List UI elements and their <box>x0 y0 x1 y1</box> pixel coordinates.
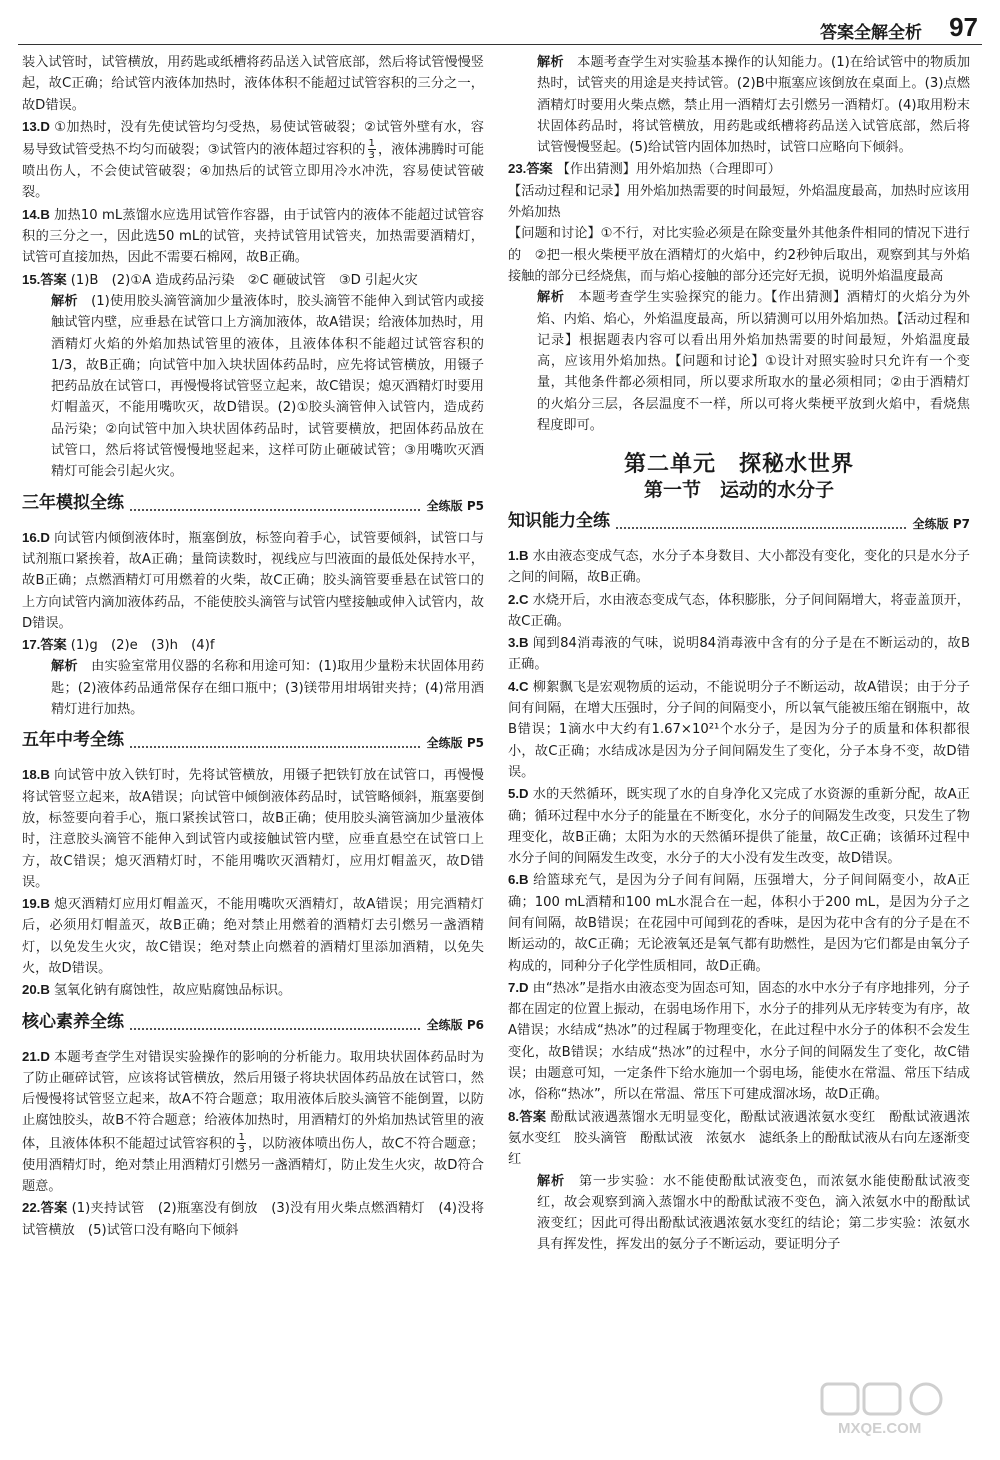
answer-number: 20.B <box>22 982 50 998</box>
answer-text: 由“热冰”是指水由液态变为固态可知，固态的水中水分子有序地排列，分子都在固定的位置上振动，在弱电场作用下，水分子的排列从无序转变为有序，故A错误；水结成“热冰”的过程属于物理变化，在此过程中水分子的体积不会发生变化，故B错误；水结成“热冰”的过程中，水分子间的间隔发生了变化，故C错误；由题意可知，一定条件下给水施加一个弱电场，能使水在常温、常压下结成冰，俗称“热冰”，所以在常温、常压下可建成溜冰场，故D正确。 <box>508 980 970 1103</box>
section-title: 核心素养全练 <box>22 1012 130 1032</box>
answer-20 <box>22 979 484 1001</box>
answer-number: 4.C <box>508 678 529 694</box>
answer-4 <box>508 676 970 783</box>
analysis-text: 本题考查学生实验探究的能力。【作出猜测】酒精灯的火焰分为外焰、内焰、焰心，外焰温度最高，所以猜测可以用外焰加热。【活动过程和记录】根据题表内容可以看出用外焰加热需要的时间最短，外焰温度最高，应该用外焰加热。【问题和讨论】①设计对照实验时只允许有一个变量，其他条件都必须相同，所以要求所取水的量必须相同；②由于酒精灯的火焰分三层，各层温度不一样，所以可将火柴梗平放到火焰中，看烧焦程度即可。 <box>537 290 971 434</box>
answer-16 <box>22 527 484 634</box>
answer-number: 5.D <box>508 786 529 802</box>
answer-number: 15.答案 <box>22 271 67 287</box>
answer-number: 18.B <box>22 767 50 783</box>
answer-number: 23.答案 <box>508 161 553 177</box>
fraction <box>368 138 376 161</box>
answer-number: 17.答案 <box>22 637 67 653</box>
watermark-shape <box>911 1384 941 1414</box>
analysis-8 <box>508 1171 970 1256</box>
answer-text: ，液体沸腾时可能喷出伤人，不会使试管破裂；④加热后的试管立即用冷水冲洗，容易使试管破裂。 <box>22 142 485 201</box>
section-ref: 全练版 P5 <box>421 496 484 517</box>
answer-number: 6.B <box>508 872 529 888</box>
header-divider <box>18 44 982 45</box>
fraction-denominator: 3 <box>368 150 375 162</box>
answer-1 <box>508 545 970 589</box>
answer-text: 氢氧化钠有腐蚀性，故应贴腐蚀品标识。 <box>53 983 292 999</box>
answer-15 <box>22 269 484 291</box>
watermark-shape <box>822 1384 858 1414</box>
answer-text: 本题考查学生对错误实验操作的影响的分析能力。取用块状固体药品时为了防止砸碎试管，应该将试管横放，然后用镊子将块状固体药品放在试管口，然后慢慢将试管竖立起来，故A不符合题意；取用液体后胶头滴管不能倒置，以防止腐蚀胶头，故B不符合题意；给液体加热时，用酒精灯的外焰加热试管里的液体，且液体体积不能超过试管容积的 <box>22 1049 484 1152</box>
analysis-label: 解析 <box>51 293 78 309</box>
analysis-15 <box>22 291 484 483</box>
answer-17 <box>22 634 484 656</box>
answer-text: 向试管内倾倒液体时，瓶塞倒放，标签向着手心，试管要倾斜，试管口与试剂瓶口紧挨着，故A正确；量筒读数时，视线应与凹液面的最低处保持水平，故B正确；点燃酒精灯可用燃着的火柴，故C正确；胶头滴管要垂悬在试管口的上方向试管内滴加液体药品，不能使胶头滴管与试管内壁接触或伸入试管内，故D错误。 <box>22 530 484 631</box>
analysis-17 <box>22 656 484 720</box>
analysis-text: 第一步实验：水不能使酚酞试液变色，而浓氨水能使酚酞试液变红，故会观察到滴入蒸馏水中的酚酞试液不变色，滴入浓氨水中的酚酞试液变红；因此可得出酚酞试液遇浓氨水变红的结论；第二步实验：浓氨水具有挥发性，挥发出的氨分子不断运动，要证明分子 <box>537 1173 971 1253</box>
section-ref: 全练版 P7 <box>907 514 970 535</box>
answer-21 <box>22 1046 484 1198</box>
answer-5 <box>508 783 970 869</box>
fraction-numerator: 1 <box>238 1131 245 1143</box>
answer-2 <box>508 589 970 633</box>
answer-text: 向试管中放入铁钉时，先将试管横放，用镊子把铁钉放在试管口，再慢慢将试管竖立起来，故A错误；向试管中倾倒液体药品时，试管略倾斜，瓶塞要倒放，标签要向着手心，瓶口紧挨试管口，故B正确；使用胶头滴管滴加少量液体时，注意胶头滴管不能伸入到试管内或接触试管内壁，应垂直悬空在试管口上方，故C错误；熄灭酒精灯时，不能用嘴吹灭酒精灯，应用灯帽盖灭，故D错误。 <box>22 768 484 890</box>
right-column <box>508 52 970 1256</box>
answer-number: 2.C <box>508 591 529 607</box>
answer-23-discuss: 【问题和讨论】①不行，对比实验必须是在除变量外其他条件相同的情况下进行的 ②把一根火柴梗平放在酒精灯的火焰中，约2秒钟后取出，观察到其与外焰接触的部分已经烧焦，而与焰心接触的部分还完好无损，说明外焰温度最高 <box>508 226 970 284</box>
answer-number: 22.答案 <box>22 1200 68 1216</box>
answer-text: (1)B (2)①A 造成药品污染 ②C 砸破试管 ③D 引起火灾 <box>70 272 418 288</box>
fraction-denominator: 3 <box>238 1143 245 1155</box>
lesson-title: 第一节 运动的水分子 <box>643 478 834 501</box>
analysis-text: 由实验室常用仪器的名称和用途可知：(1)取用少量粉末状固体用药匙；(2)液体药品通常保存在细口瓶中；(3)镁带用坩埚钳夹持；(4)常用酒精灯进行加热。 <box>51 659 485 718</box>
answer-text: 柳絮飘飞是宏观物质的运动，不能说明分子不断运动，故A错误；由于分子间有间隔，在增大压强时，分子间的间隔变小，所以氧气能被压缩在钢瓶中，故B错误；1滴水中大约有1.67×10²¹个水分子，是因为分子的质量和体积都很小，故C正确；水结成冰是因为分子间间隔发生了变化，分子本身不变，故D错误。 <box>508 679 970 780</box>
analysis-label: 解析 <box>537 55 564 70</box>
answer-13 <box>22 116 484 204</box>
analysis-label: 解析 <box>537 290 565 306</box>
analysis-text: 本题考查学生对实验基本操作的认知能力。(1)在给试管中的物质加热时，试管夹的用途是夹持试管。(2)B中瓶塞应该倒放在桌面上。(3)点燃酒精灯时要用火柴点燃，禁止用一酒精灯去引燃另一酒精灯。(4)取用粉末状固体药品时，将试管横放，用药匙或纸槽将药品送入试管底部，然后将试管慢慢竖起。(5)给试管内固体加热时，试管口应略向下倾斜。 <box>537 55 971 156</box>
section-title: 知识能力全练 <box>508 511 616 531</box>
analysis-label: 解析 <box>537 1173 566 1189</box>
answer-23-process: 【活动过程和记录】用外焰加热需要的时间最短，外焰温度最高，加热时应该用外焰加热 <box>508 183 970 221</box>
answer-text: 水烧开后，水由液态变成气态，体积膨胀，分子间间隔增大，将壶盖顶开，故C正确。 <box>508 592 970 629</box>
watermark-logo <box>818 1378 978 1438</box>
section-header-zhishi <box>508 511 970 539</box>
answer-3 <box>508 632 970 676</box>
analysis-label: 解析 <box>51 659 78 675</box>
answer-number: 1.B <box>508 547 529 563</box>
answer-number: 21.D <box>22 1048 50 1064</box>
answer-18 <box>22 764 484 893</box>
answer-number: 16.D <box>22 529 50 545</box>
continued-paragraph: 装入试管时，试管横放，用药匙或纸槽将药品送入试管底部，然后将试管慢慢竖起，故C正确；给试管内液体加热时，液体体积不能超过试管容积的三分之一，故D错误。 <box>22 55 484 113</box>
answer-text: (1)夹持试管 (2)瓶塞没有倒放 (3)没有用火柴点燃酒精灯 (4)没将试管横放 (5)试管口没有略向下倾斜 <box>22 1201 485 1238</box>
answer-text: 闻到84消毒液的气味，说明84消毒液中含有的分子是在不断运动的，故B正确。 <box>508 636 970 673</box>
answer-number: 14.B <box>22 206 50 222</box>
answer-text: 水由液态变成气态，水分子本身数目、大小都没有变化，变化的只是水分子之间的间隔，故B正确。 <box>508 548 970 586</box>
answer-text: (1)g (2)e (3)h (4)f <box>70 638 215 654</box>
answer-text: 加热10 mL蒸馏水应选用试管作容器，由于试管内的液体不能超过试管容积的三分之一，因此选50 mL的试管，夹持试管用试管夹，加热需要酒精灯，试管可直接加热，因此不需要石棉网，故B正确。 <box>22 207 484 266</box>
section-header-hexin <box>22 1012 484 1040</box>
section-header-sannian <box>22 493 484 521</box>
answer-number: 7.D <box>508 979 529 995</box>
unit-title: 第二单元 探秘水世界 <box>623 452 854 478</box>
answer-19 <box>22 893 484 979</box>
answer-text: 酚酞试液遇蒸馏水无明显变化，酚酞试液遇浓氨水变红 酚酞试液遇浓氨水变红 胶头滴管 酚酞试液 浓氨水 滤纸条上的酚酞试液从右向左逐渐变红 <box>508 1109 971 1168</box>
answer-text: 【作出猜测】用外焰加热（合理即可） <box>556 162 781 178</box>
answer-text: 给篮球充气，是因为分子间有间隔，压强增大，分子间间隔变小，故A正确；100 mL酒精和100 mL水混合在一起，体积小于200 mL，是因为分子之间有间隔，故B错误；在花园中可闻到花的香味，是因为花中含有的分子是在不断运动的，故C正确；无论液氧还是氧气都有助燃性，是因为它们都是由氧分子构成的，同种分子化学性质相同，故D正确。 <box>508 873 970 974</box>
answer-number: 19.B <box>22 896 50 912</box>
watermark-shape <box>864 1384 900 1414</box>
header-title: 答案全解全析 <box>820 23 922 43</box>
answer-number: 13.D <box>22 118 50 134</box>
section-ref: 全练版 P5 <box>421 733 484 754</box>
answer-text: 水的天然循环，既实现了水的自身净化又完成了水资源的重新分配，故A正确；循环过程中水分子的能量在不断变化，水分子的间隔发生改变，只发生了物理变化，故B正确；太阳为水的天然循环提供了能量，故C正确；该循环过程中水分子间的间隔发生改变，水分子的大小没有发生改变，故D错误。 <box>508 787 970 867</box>
answer-7 <box>508 977 970 1106</box>
section-title: 三年模拟全练 <box>22 493 130 513</box>
watermark-text: MXQE.COM <box>838 1420 922 1437</box>
answer-6 <box>508 869 970 976</box>
left-column <box>22 52 484 1241</box>
answer-text: ，以防液体喷出伤人，故C不符合题意；使用酒精灯时，绝对禁止用酒精灯引燃另一盏酒精灯，防止发生火灾，故D符合题意。 <box>22 1136 485 1195</box>
answer-number: 3.B <box>508 635 529 651</box>
answer-23 <box>508 158 970 180</box>
answer-number: 8.答案 <box>508 1108 547 1124</box>
answer-22 <box>22 1197 484 1241</box>
analysis-text: (1)使用胶头滴管滴加少量液体时，胶头滴管不能伸入到试管内或接触试管内壁，应垂悬在试管口上方滴加液体，故A错误；给液体加热时，用酒精灯火焰的外焰加热试管里的液体，且液体体积不能超过试管容积的1/3，故B正确；向试管中加入块状固体药品时，应先将试管横放，用镊子把药品放在试管口，再慢慢将试管竖立起来，故C错误；熄灭酒精灯时要用灯帽盖灭，不能用嘴吹灭，故D错误。(2)①胶头滴管伸入试管内，造成药品污染；②向试管中加入块状固体药品时，试管要横放，把固体药品放在试管口，然后将试管慢慢地竖起来，这样可防止砸破试管；③用嘴吹灭酒精灯可能会引起火灾。 <box>51 293 485 480</box>
fraction <box>237 1132 245 1155</box>
section-title: 五年中考全练 <box>22 730 130 750</box>
page-number: 97 <box>949 12 978 42</box>
answer-text: 熄灭酒精灯应用灯帽盖灭，不能用嘴吹灭酒精灯，故A错误；用完酒精灯后，必须用灯帽盖灭，故B正确；绝对禁止用燃着的酒精灯去引燃另一盏酒精灯，以免发生火灾，故C错误；绝对禁止向燃着的酒精灯里添加酒精，以免失火，故D错误。 <box>22 897 484 976</box>
section-ref: 全练版 P6 <box>421 1015 484 1036</box>
fraction-numerator: 1 <box>368 138 375 150</box>
answer-text: ①加热时，没有先使试管均匀受热，易使试管破裂；②试管外壁有水，容易导致试管受热不均匀而破裂；③试管内的液体超过容积的 <box>22 119 484 158</box>
section-header-wunian <box>22 730 484 758</box>
analysis-23 <box>508 287 970 436</box>
answer-14 <box>22 204 484 269</box>
analysis-22 <box>508 52 970 158</box>
answer-8 <box>508 1106 970 1171</box>
